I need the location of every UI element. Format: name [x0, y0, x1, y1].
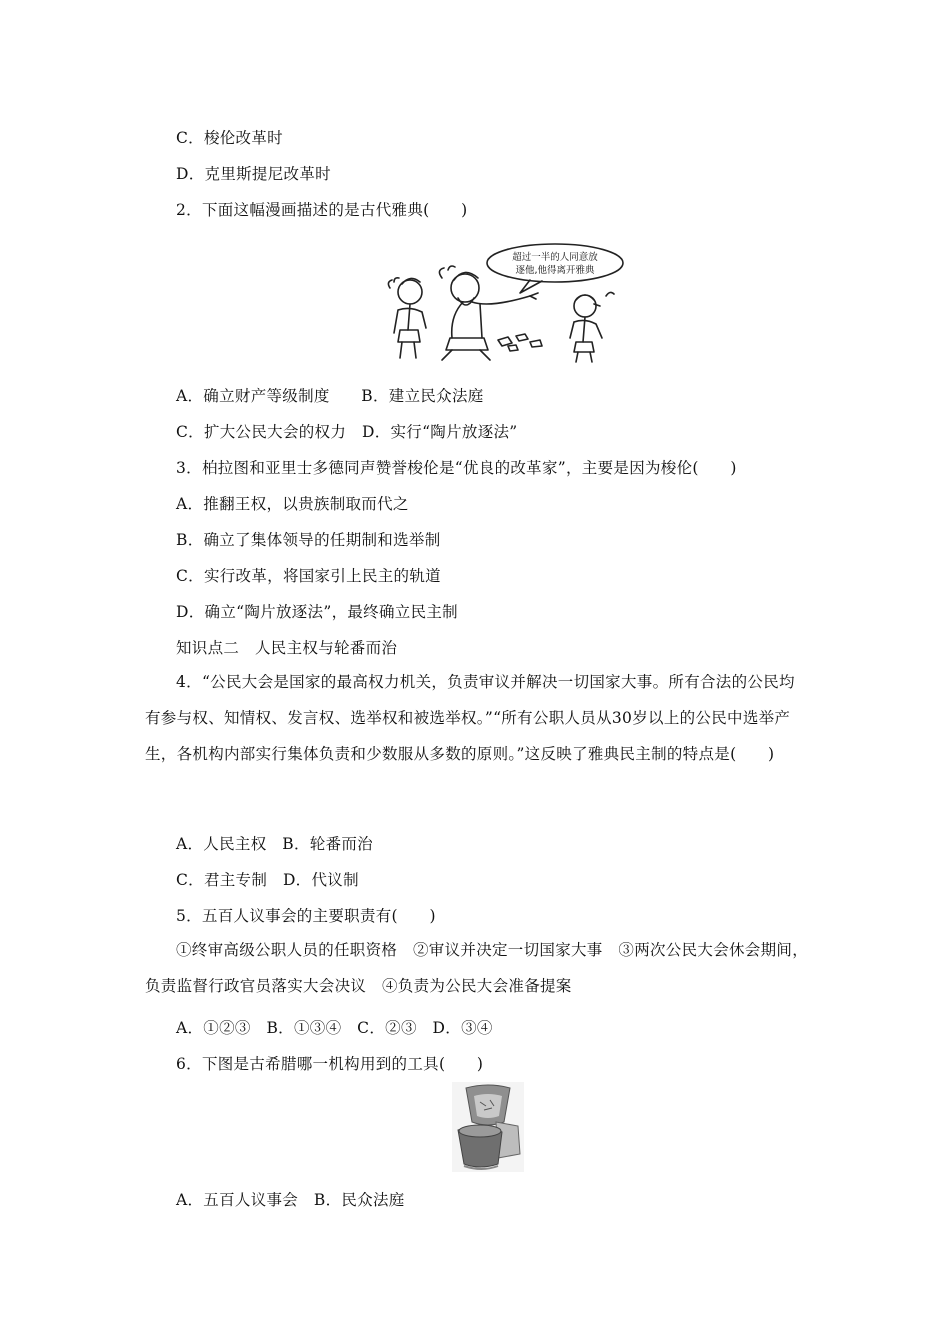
- pottery-shards-photo: [452, 1082, 524, 1172]
- q5-items-text: ①终审高级公职人员的任职资格 ②审议并决定一切国家大事 ③两次公民大会休会期间，负责监督行政官员落实大会决议 ④负责为公民大会准备提案: [145, 941, 809, 995]
- q3-option-b: B．确立了集体领导的任期制和选举制: [176, 531, 441, 549]
- q5-options: A．①②③ B．①③④ C．②③ D．③④: [176, 1019, 493, 1037]
- q2-option-ab: A．确立财产等级制度 B．建立民众法庭: [176, 387, 484, 405]
- q3-option-c: C．实行改革，将国家引上民主的轨道: [176, 567, 441, 585]
- cartoon-bubble-line2: 逐他,他得离开雅典: [515, 265, 595, 276]
- q6-stem: 6．下图是古希腊哪一机构用到的工具( ): [176, 1055, 484, 1073]
- q3-option-a: A．推翻王权，以贵族制取而代之: [176, 495, 409, 513]
- q4-option-ab: A．人民主权 B．轮番而治: [176, 835, 373, 853]
- q1-option-c: C．梭伦改革时: [176, 129, 283, 147]
- q5-items: [145, 932, 810, 1004]
- section-title: 知识点二 人民主权与轮番而治: [176, 639, 398, 657]
- q1-option-d: D．克里斯提尼改革时: [176, 165, 331, 183]
- q4-stem: [145, 664, 810, 772]
- q6-option-ab: A．五百人议事会 B．民众法庭: [176, 1191, 405, 1209]
- cartoon-bubble-line1: 超过一半的人同意放: [512, 252, 598, 263]
- q3-option-d: D．确立“陶片放逐法”，最终确立民主制: [176, 603, 458, 621]
- q4-stem-text: 4．“公民大会是国家的最高权力机关，负责审议并解决一切国家大事。所有合法的公民均有参与权、知情权、发言权、选举权和被选举权。”“所有公职人员从30岁以上的公民中选举产生，各机构内部实行集体负责和少数服从多数的原则。”这反映了雅典民主制的特点是( ): [145, 673, 795, 763]
- q2-option-cd: C．扩大公民大会的权力 D．实行“陶片放逐法”: [176, 423, 518, 441]
- ostracism-cartoon-figure: [380, 238, 645, 363]
- q5-stem: 5．五百人议事会的主要职责有( ): [176, 907, 436, 925]
- q3-stem: 3．柏拉图和亚里士多德同声赞誉梭伦是“优良的改革家”，主要是因为梭伦( ): [176, 459, 737, 477]
- q4-option-cd: C．君主专制 D．代议制: [176, 871, 359, 889]
- q2-stem: 2．下面这幅漫画描述的是古代雅典( ): [176, 201, 468, 219]
